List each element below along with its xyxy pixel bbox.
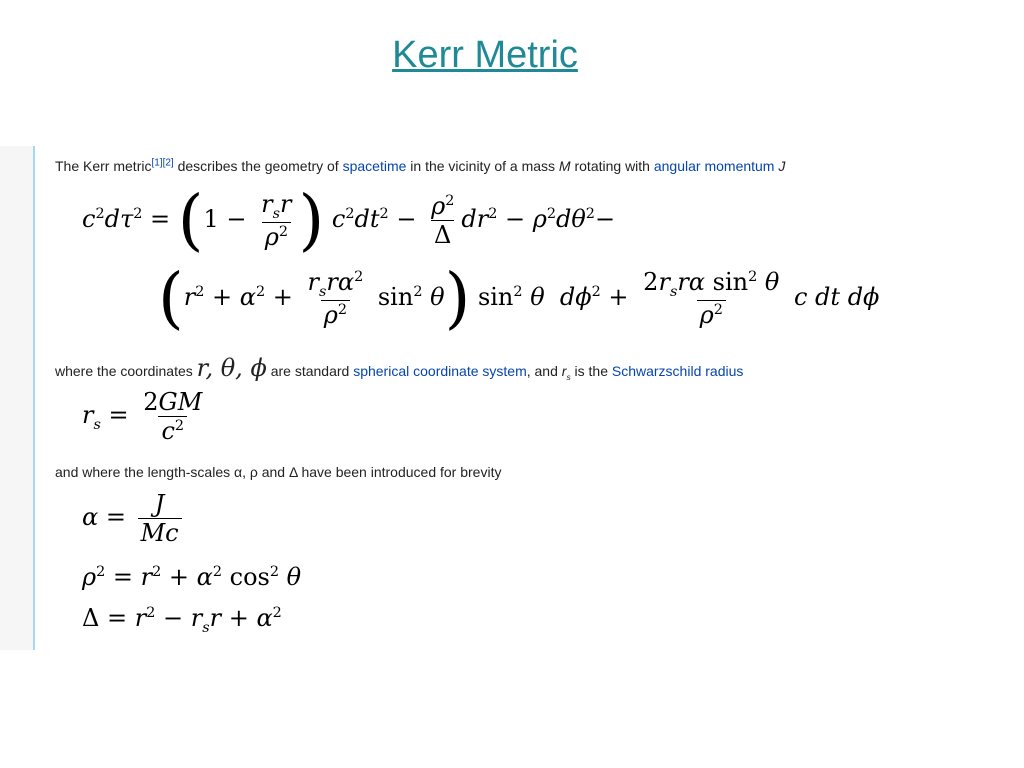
equation-delta: $\Delta = r^2 - r_sr + \alpha^2$: [82, 604, 282, 636]
equation-schwarzschild-radius: $r_s$ = $\frac{2GM}{c^2}$: [82, 388, 203, 445]
link-angular-momentum[interactable]: angular momentum: [653, 158, 775, 174]
coordinates-symbols: r, θ, ϕ: [196, 354, 267, 382]
intro-paragraph: The Kerr metric[1][2] describes the geometry of spacetime in the vicinity of a mass M rotating with angular momentum J: [55, 157, 786, 174]
equation-alpha: α = $\frac{J}{Mc}$: [82, 490, 186, 547]
length-scales-paragraph: and where the length-scales α, ρ and Δ have been introduced for brevity: [55, 464, 502, 480]
left-rule: [33, 146, 35, 650]
equation-kerr-line-1: $c^2d\tau^2 = (1$ − $\frac{r_sr}{\rho^2}$ ) $c^2dt^2$ − $\frac{\rho^2}{\Delta}$ $dr^2 - \rho^2d\theta^2-$: [82, 181, 616, 259]
coordinates-paragraph: where the coordinates r, θ, ϕ are standard spherical coordinate system, and $r_s$ is the Schwarzschild radius: [55, 354, 744, 382]
link-schwarzschild-radius[interactable]: Schwarzschild radius: [611, 363, 744, 379]
equation-rho: $\rho^2 = r^2 + \alpha^2$ $\cos^2 \theta$: [82, 563, 302, 591]
link-spacetime[interactable]: spacetime: [342, 158, 407, 174]
left-margin: [0, 146, 33, 650]
equation-kerr-line-2: ($r^2 + \alpha^2$ + $\frac{r_sr\alpha^2}{\rho^2}$ $\sin^2 \theta$) $\sin^2 \theta$ $d\phi^2$ + $\frac{2r_sr\alpha \sin^2 \theta}{\rho^2}$ c dt dϕ: [158, 259, 880, 337]
citation-refs[interactable]: [1][2]: [151, 157, 174, 169]
link-spherical-coordinate-system[interactable]: spherical coordinate system: [353, 363, 527, 379]
page-title[interactable]: Kerr Metric: [392, 34, 578, 76]
